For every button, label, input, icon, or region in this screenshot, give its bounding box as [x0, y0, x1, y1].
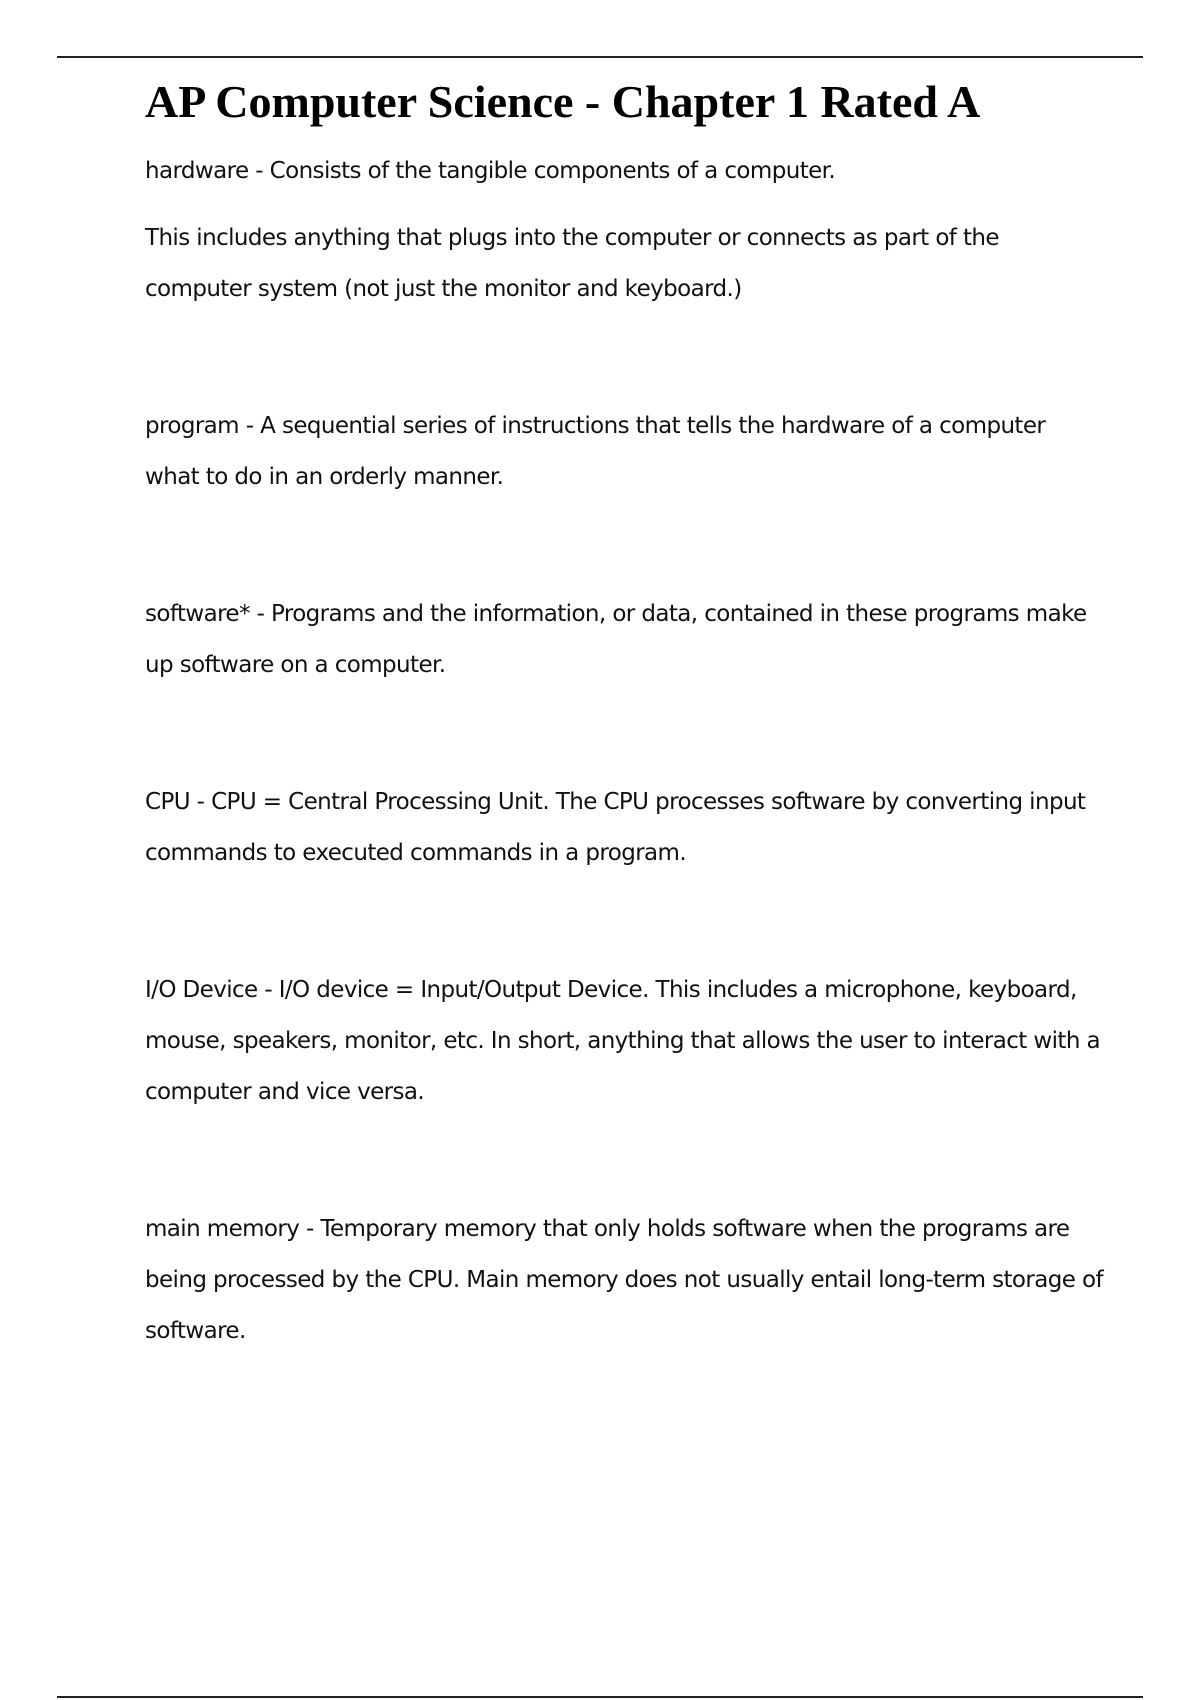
- definition-hardware-detail: This includes anything that plugs into the computer or connects as part of the computer system (not just the monitor and keyboard.): [145, 225, 999, 302]
- definition-hardware: hardware - Consists of the tangible components of a computer.: [145, 158, 836, 184]
- top-rule: [57, 56, 1143, 58]
- document-page: [145, 70, 1105, 1357]
- definition-io-device: I/O Device - I/O device = Input/Output Device. This includes a microphone, keyboard, mouse, speakers, monitor, etc. In short, anything that allows the user to interact with a computer and vice versa.: [145, 977, 1101, 1105]
- definition-software: software* - Programs and the information, or data, contained in these programs make up software on a computer.: [145, 601, 1087, 678]
- page-title: AP Computer Science - Chapter 1 Rated A: [145, 76, 981, 127]
- definition-cpu: CPU - CPU = Central Processing Unit. The CPU processes software by converting input commands to executed commands in a program.: [145, 789, 1086, 866]
- definition-program: program - A sequential series of instructions that tells the hardware of a computer what to do in an orderly manner.: [145, 413, 1046, 490]
- definition-main-memory: main memory - Temporary memory that only holds software when the programs are being processed by the CPU. Main memory does not usually entail long-term storage of software.: [145, 1216, 1103, 1344]
- bottom-rule: [57, 1696, 1143, 1698]
